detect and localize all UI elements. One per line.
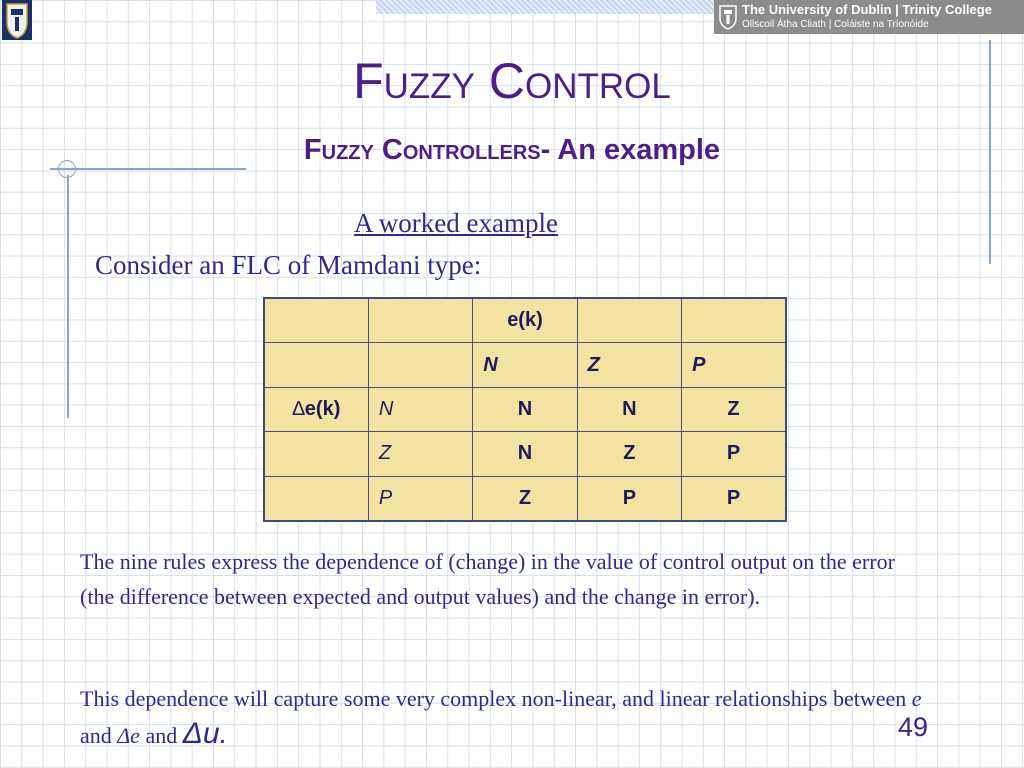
e-header-cell: e(k)	[473, 298, 577, 343]
rule-output-cell: P	[682, 432, 786, 476]
decorative-line-top	[50, 168, 246, 170]
row-label-cell: Z	[368, 432, 472, 476]
e-label-cell: Z	[577, 343, 681, 387]
consider-text: Consider an FLC of Mamdani type:	[95, 250, 482, 280]
table-cell	[264, 432, 368, 476]
e-label-cell: N	[473, 343, 577, 387]
table-row	[264, 343, 786, 387]
worked-example-heading: A worked example	[354, 208, 558, 238]
decorative-line-left	[67, 175, 69, 418]
row-label-cell: N	[368, 387, 472, 431]
dependence-description	[80, 681, 930, 753]
and-text: and	[80, 723, 118, 748]
table-cell	[577, 298, 681, 343]
table-row	[264, 298, 786, 343]
delta-e-label: e(k)	[304, 397, 341, 420]
table-cell	[264, 343, 368, 387]
crest-logo	[2, 0, 32, 40]
variable-delta-e: Δe	[117, 723, 140, 748]
rule-output-cell: Z	[473, 476, 577, 521]
variable-delta-u: Δu.	[182, 717, 228, 750]
page-number: 49	[898, 712, 929, 742]
rule-output-cell: Z	[577, 432, 681, 476]
table-row	[264, 432, 786, 476]
rules-description: The nine rules express the dependence of (change) in the value of control output on the error (the difference between expected and output values) and the change in error).	[80, 549, 895, 609]
rule-output-cell: N	[473, 387, 577, 431]
university-name-irish: Ollscoil Átha Cliath | Coláiste na Tríonóide	[742, 19, 929, 30]
dependence-text: This dependence will capture some very complex non-linear, and linear relationships between	[80, 686, 912, 711]
rule-output-cell: N	[473, 432, 577, 476]
row-label-cell: P	[368, 476, 472, 521]
delta-e-header-cell	[264, 387, 368, 431]
table-cell	[368, 343, 472, 387]
rule-output-cell: Z	[682, 387, 786, 431]
university-banner	[714, 0, 1024, 34]
table-cell	[682, 298, 786, 343]
fuzzy-rule-table	[263, 297, 787, 522]
table-cell	[264, 476, 368, 521]
rule-output-cell: N	[577, 387, 681, 431]
variable-e: e	[911, 686, 922, 711]
slide-subtitle	[0, 136, 1024, 165]
rule-output-cell: P	[682, 476, 786, 521]
table-row	[264, 387, 786, 431]
rule-output-cell: P	[577, 476, 681, 521]
table-row	[264, 476, 786, 521]
slide-title: Fuzzy Control	[353, 53, 671, 109]
and-text: and	[139, 723, 183, 748]
delta-symbol: ∆	[292, 397, 305, 420]
subtitle-main: Fuzzy Controllers	[303, 134, 541, 166]
subtitle-rest: - An example	[540, 134, 721, 166]
university-emblem-icon	[718, 4, 738, 30]
table-cell	[264, 298, 368, 343]
e-label-cell: P	[682, 343, 786, 387]
table-cell	[368, 298, 472, 343]
top-decorative-band	[376, 0, 716, 14]
university-name: The University of Dublin | Trinity College	[742, 2, 992, 17]
